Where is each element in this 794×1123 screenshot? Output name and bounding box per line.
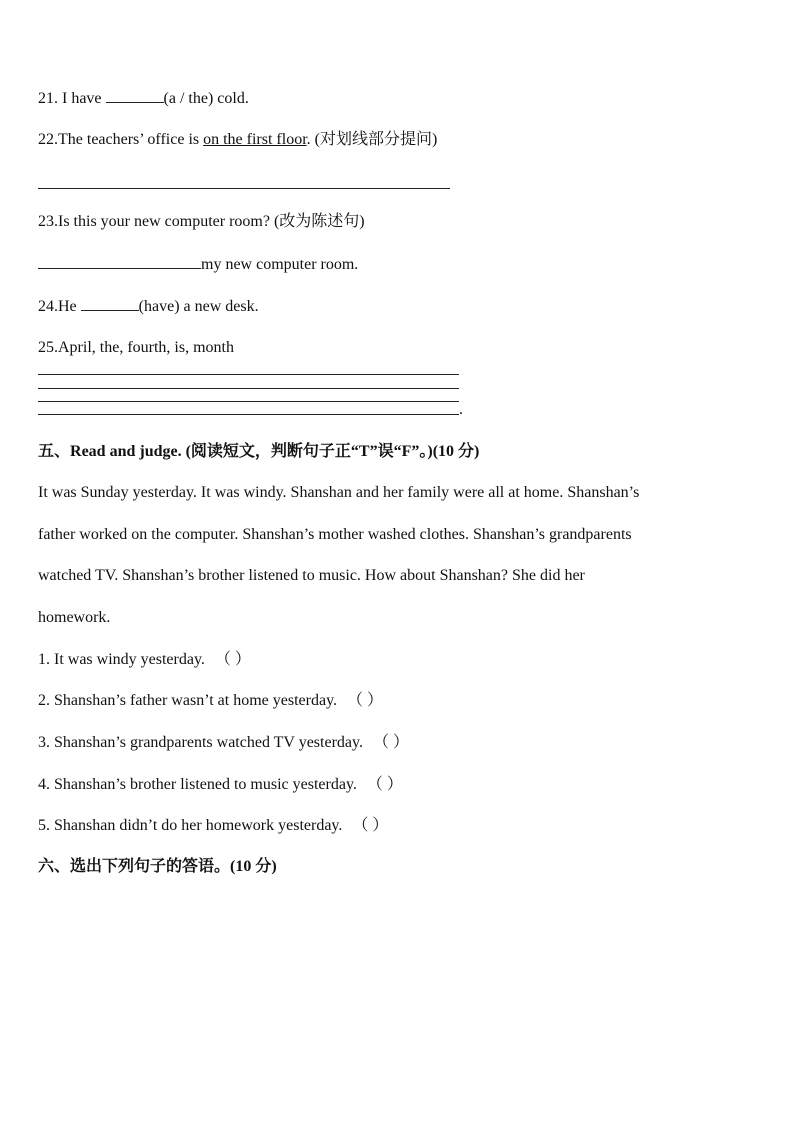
answer-parentheses[interactable]: （ ） (372, 734, 409, 751)
answer-line[interactable] (38, 414, 459, 415)
statement-4 (38, 775, 403, 795)
question-24 (38, 296, 259, 317)
section-5-title (38, 442, 479, 462)
answer-parentheses[interactable]: （ ） (352, 817, 389, 834)
question-text: . (对划线部分提问) (306, 131, 438, 148)
question-23-answer (38, 254, 358, 275)
question-text: I have (58, 90, 106, 107)
passage-line: It was Sunday yesterday. It was windy. Shanshan and her family were all at home. Shanshan’s (38, 484, 640, 501)
question-23 (38, 212, 365, 232)
passage-line: father worked on the computer. Shanshan’s mother washed clothes. Shanshan’s grandparents (38, 526, 632, 543)
answer-line[interactable] (38, 388, 459, 389)
statement-text: 2. Shanshan’s father wasn’t at home yesterday. (38, 692, 338, 709)
answer-blank[interactable] (106, 88, 164, 103)
period: . (459, 401, 463, 418)
statement-5 (38, 816, 388, 836)
answer-tail: my new computer room. (201, 256, 359, 273)
section-6-title: 六、选出下列句子的答语。(10 分) (38, 858, 277, 875)
section-number: 五、 (38, 443, 71, 460)
question-number: 23. (38, 213, 58, 230)
statement-text: 1. It was windy yesterday. (38, 651, 205, 668)
underlined-phrase: on the first floor (203, 131, 307, 148)
passage-line: watched TV. Shanshan’s brother listened to music. How about Shanshan? She did her (38, 567, 585, 584)
answer-line[interactable] (38, 188, 450, 189)
statement-text: 4. Shanshan’s brother listened to music yesterday. (38, 776, 357, 793)
question-text: (have) a new desk. (138, 298, 259, 315)
question-text: He (58, 298, 81, 315)
question-text: The teachers’ office is (58, 131, 204, 148)
statement-text: 3. Shanshan’s grandparents watched TV yesterday. (38, 734, 363, 751)
answer-parentheses[interactable]: （ ） (214, 651, 251, 668)
question-22 (38, 130, 437, 150)
question-text: April, the, fourth, is, month (58, 339, 234, 356)
answer-blank[interactable] (81, 296, 139, 311)
question-number: 21. (38, 90, 58, 107)
section-title-en: Read and judge. (70, 443, 182, 460)
question-number: 24. (38, 298, 58, 315)
statement-text: 5. Shanshan didn’t do her homework yesterday. (38, 817, 343, 834)
question-number: 25. (38, 339, 58, 356)
statement-1 (38, 650, 251, 670)
statement-2 (38, 691, 383, 711)
passage-line: homework. (38, 609, 111, 626)
question-text: (a / the) cold. (163, 90, 249, 107)
answer-blank[interactable] (38, 254, 201, 269)
section-title-cn: (阅读短文，判断句子正“T”误“F”。)(10 分) (181, 443, 480, 460)
question-number: 22. (38, 131, 58, 148)
question-21 (38, 88, 249, 109)
question-text: Is this your new computer room? (改为陈述句) (58, 213, 365, 230)
answer-line[interactable] (38, 374, 459, 375)
answer-line[interactable] (38, 401, 459, 402)
statement-3 (38, 733, 409, 753)
answer-parentheses[interactable]: （ ） (366, 776, 403, 793)
question-25 (38, 338, 234, 358)
answer-parentheses[interactable]: （ ） (347, 692, 384, 709)
